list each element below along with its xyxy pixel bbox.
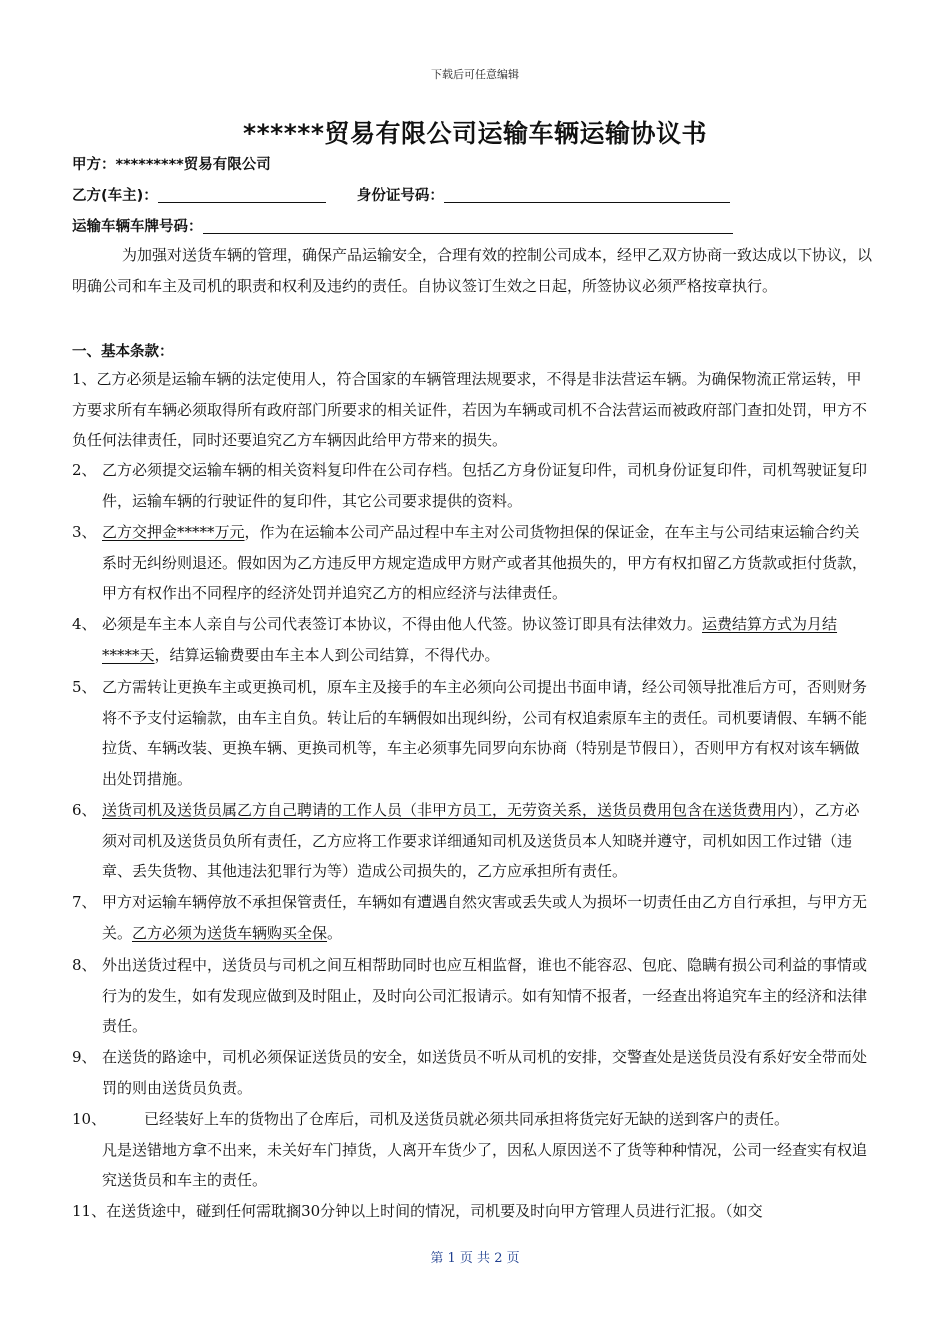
clause-number: 5、 [72, 678, 97, 696]
plate-line [72, 215, 733, 236]
clause-text: 已经装好上车的货物出了仓库后，司机及送货员就必须共同承担将货完好无缺的送到客户的责任。 [144, 1110, 790, 1128]
insurance-underlined: 乙方必须为送货车辆购买全保 [132, 923, 328, 942]
clause-number: 7、 [72, 893, 97, 911]
clause-8 [72, 950, 872, 1042]
clause-number: 3、 [72, 523, 97, 541]
party-b-label: 乙方(车主)： [72, 188, 158, 204]
id-label: 身份证号码： [356, 188, 444, 204]
clause-text: 外出送货过程中，送货员与司机之间互相帮助同时也应互相监督，谁也不能容忍、包庇、隐瞒有损公司利益的事情或行为的发生，如有发现应做到及时阻止，及时向公司汇报请示。如有知情不报者，一经查出将追究车主的经济和法律责任。 [102, 956, 868, 1035]
clause-1: 1、乙方必须是运输车辆的法定使用人，符合国家的车辆管理法规要求，不得是非法营运车辆。为确保物流正常运转，甲方要求所有车辆必须取得所有政府部门所要求的相关证件，若因为车辆或司机不合法营运而被政府部门查扣处罚，甲方不负任何法律责任，同时还要追究乙方车辆因此给甲方带来的损失。 [72, 370, 868, 449]
clause-7 [72, 887, 872, 948]
clause-11: 11、在送货途中，碰到任何需耽搁30分钟以上时间的情况，司机要及时向甲方管理人员进行汇报。（如交 [72, 1202, 763, 1220]
clause-number: 4、 [72, 615, 97, 633]
staff-underlined: 送货司机及送货员属乙方自己聘请的工作人员（非甲方员工，无劳资关系，送货员费用包含在送货费用内 [102, 801, 793, 819]
settlement-underlined: 运费结算方式为月结*****天 [102, 615, 838, 664]
clause-10 [72, 1104, 872, 1196]
clause-6 [72, 795, 872, 887]
intro-paragraph: 为加强对送货车辆的管理，确保产品运输安全，合理有效的控制公司成本，经甲乙双方协商一致达成以下协议，以明确公司和车主及司机的职责和权利及违约的责任。自协议签订生效之日起，所签协议必须严格按章执行。 [72, 246, 873, 295]
clause-text: 必须是车主本人亲自与公司代表签订本协议，不得由他人代签。协议签订即具有法律效力。 [102, 615, 703, 633]
page-footer: 第 1 页 共 2 页 [430, 1251, 520, 1266]
section-heading: 一、基本条款： [72, 344, 174, 360]
clause-number: 9、 [72, 1048, 97, 1066]
deposit-underlined: 乙方交押金*****万元 [102, 523, 245, 541]
clause-text: 甲方对运输车辆停放不承担保管责任，车辆如有遭遇自然灾害或丢失或人为损坏一切责任由乙方自行承担，与甲方无关。 [102, 893, 868, 942]
clause-text: 乙方必须提交运输车辆的相关资料复印件在公司存档。包括乙方身份证复印件，司机身份证复印件，司机驾驶证复印件，运输车辆的行驶证件的复印件，其它公司要求提供的资料。 [102, 461, 868, 510]
clause-text: ），乙方必须对司机及送货员负所有责任，乙方应将工作要求详细通知司机及送货员本人知晓并遵守，司机如因工作过错（违章、丢失货物、其他违法犯罪行为等）造成公司损失的，乙方应承担所有责任。 [102, 801, 860, 880]
clause-number: 8、 [72, 956, 97, 974]
document-title: ******贸易有限公司运输车辆运输协议书 [243, 119, 707, 148]
header-note: 下载后可任意编辑 [431, 68, 519, 81]
plate-label: 运输车辆车牌号码： [72, 219, 203, 235]
clause-5 [72, 672, 872, 794]
clause-text-b: 。 [327, 923, 343, 942]
clause-text: 在送货的路途中，司机必须保证送货员的安全，如送货员不听从司机的安排，交警查处是送货员没有系好安全带而处罚的则由送货员负责。 [102, 1048, 868, 1097]
party-a-line: 甲方：*********贸易有限公司 [72, 157, 271, 173]
party-b-blank [158, 186, 326, 203]
clause-number: 2、 [72, 461, 97, 479]
clause-text-b: ，结算运输费要由车主本人到公司结算，不得代办。 [154, 645, 500, 664]
party-b-line [72, 184, 730, 205]
id-blank [444, 186, 730, 203]
clause-4 [72, 609, 872, 670]
clause-text: ，作为在运输本公司产品过程中车主对公司货物担保的保证金，在车主与公司结束运输合约关系时无纠纷则退还。假如因为乙方违反甲方规定造成甲方财产或者其他损失的，甲方有权扣留乙方货款或拒付货款，甲方有权作出不同程序的经济处罚并追究乙方的相应经济与法律责任。 [102, 523, 868, 602]
clause-number: 6、 [72, 801, 97, 819]
clause-text: 乙方需转让更换车主或更换司机，原车主及接手的车主必须向公司提出书面申请，经公司领导批准后方可，否则财务将不予支付运输款，由车主自负。转让后的车辆假如出现纠纷，公司有权追索原车主的责任。司机要请假、车辆不能拉货、车辆改装、更换车辆、更换司机等，车主必须事先同罗向东协商（特别是节假日），否则甲方有权对该车辆做出处罚措施。 [102, 678, 868, 788]
clause-9 [72, 1042, 872, 1103]
clause-2 [72, 455, 872, 516]
clause-text-b: 凡是送错地方拿不出来，未关好车门掉货，人离开车货少了，因私人原因送不了货等种种情况，公司一经查实有权追究送货员和车主的责任。 [102, 1140, 868, 1189]
plate-blank [203, 217, 733, 234]
clause-3 [72, 517, 872, 609]
clause-number: 10、 [72, 1110, 107, 1128]
